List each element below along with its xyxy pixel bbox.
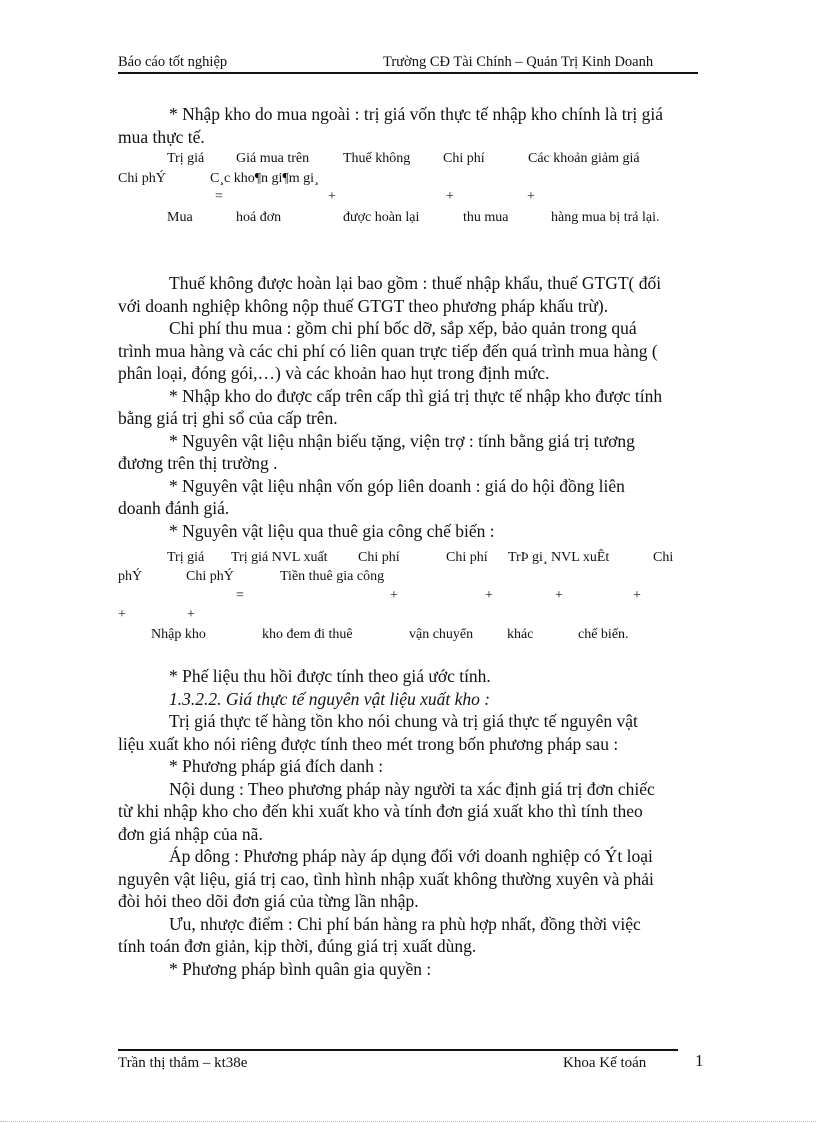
text-line: Chi phí thu mua : gồm chi phí bốc dỡ, sắp xếp, bảo quản trong quá	[169, 318, 637, 338]
text-line: đơn giá nhập của nã.	[118, 823, 263, 844]
formula-term: kho đem đi thuê	[262, 627, 353, 642]
formula-term: Mua	[167, 210, 193, 225]
text-line: * Nguyên vật liệu nhận biếu tặng, viện trợ : tính bằng giá trị tương	[169, 430, 635, 451]
page-edge	[0, 1121, 816, 1122]
formula-term: Chi phí	[443, 151, 485, 166]
text-line: Trị giá thực tế hàng tồn kho nói chung và trị giá thực tế nguyên vật	[169, 711, 638, 731]
formula-operator: =	[236, 588, 244, 603]
text-line: * Phương pháp bình quân gia quyền :	[169, 958, 432, 979]
formula-operator: +	[390, 588, 398, 603]
formula-operator: =	[215, 189, 223, 204]
formula-term: chế biến.	[578, 627, 629, 642]
formula-operator: +	[555, 588, 563, 603]
formula-term: Trị giá NVL xuất	[231, 550, 328, 565]
footer-department: Khoa Kế toán	[563, 1055, 647, 1071]
formula-term: thu mua	[463, 210, 509, 225]
body-paragraphs-2	[118, 665, 696, 980]
header-right: Trường CĐ Tài Chính – Quản Trị Kinh Doanh	[383, 54, 654, 70]
formula-operator: +	[118, 607, 126, 622]
text-line: đòi hỏi theo dõi đơn giá của từng lần nhập.	[118, 891, 419, 911]
text-line: từ khi nhập kho cho đến khi xuất kho và tính đơn giá xuất kho thì tính theo	[118, 801, 643, 821]
text-line: liệu xuất kho nói riêng được tính theo mét trong bốn phương pháp sau :	[118, 733, 619, 754]
formula-term: Chi	[653, 550, 674, 565]
body-paragraphs-1	[118, 272, 696, 542]
formula-term: Tiền thuê gia công	[280, 569, 385, 584]
section-heading: 1.3.2.2. Giá thực tế nguyên vật liệu xuất kho :	[169, 688, 491, 709]
page-number: 1	[695, 1051, 704, 1070]
formula-term: hàng mua bị trả lại.	[551, 210, 660, 225]
text-line: Áp dông : Phương pháp này áp dụng đối với doanh nghiệp có Ýt loại	[169, 846, 653, 866]
formula-operator: +	[527, 189, 535, 204]
formula-term: Nhập kho	[151, 627, 206, 642]
formula-term: Các khoản giảm giá	[528, 151, 640, 166]
formula-operator: +	[446, 189, 454, 204]
text-line: doanh đánh giá.	[118, 498, 230, 518]
formula-operator: +	[187, 607, 195, 622]
formula-term: hoá đơn	[236, 210, 282, 225]
text-line: bằng giá trị ghi sổ của cấp trên.	[118, 408, 338, 428]
formula-term: Trị giá	[167, 151, 205, 166]
formula-term: Thuế không	[343, 151, 411, 166]
text-line: * Nguyên vật liệu nhận vốn góp liên doanh : giá do hội đồng liên	[169, 475, 625, 496]
formula-term: Chi phÝ	[186, 569, 234, 584]
header-left: Báo cáo tốt nghiệp	[118, 54, 228, 70]
formula-term: khác	[507, 627, 534, 642]
formula-term: vận chuyển	[409, 627, 474, 642]
text-line: tính toán đơn giản, kịp thời, đúng giá trị xuất dùng.	[118, 936, 477, 956]
header-rule	[118, 72, 698, 74]
formula-term: Giá mua trên	[236, 151, 310, 166]
text-line: * Phương pháp giá đích danh :	[169, 756, 384, 776]
footer-author: Trần thị thắm – kt38e	[118, 1055, 248, 1071]
formula-term: TrÞ gi¸ NVL xuÊt	[508, 550, 610, 565]
text-line: phân loại, đóng gói,…) và các khoản hao hụt trong định mức.	[118, 363, 550, 383]
formula-term: C¸c kho¶n gi¶m gi¸	[210, 171, 319, 186]
text-line: * Nhập kho do được cấp trên cấp thì giá trị thực tế nhập kho được tính	[169, 385, 663, 406]
formula-term: Trị giá	[167, 550, 205, 565]
text-line: Thuế không được hoàn lại bao gồm : thuế nhập khẩu, thuế GTGT( đối	[169, 273, 662, 293]
intro-paragraph	[118, 103, 696, 148]
text-line: mua thực tế.	[118, 126, 205, 147]
text-line: Ưu, nhược điểm : Chi phí bán hàng ra phù hợp nhất, đồng thời việc	[169, 913, 641, 934]
formula-operator: +	[328, 189, 336, 204]
text-line: * Nhập kho do mua ngoài : trị giá vốn thực tế nhập kho chính là trị giá	[169, 104, 664, 124]
text-line: * Nguyên vật liệu qua thuê gia công chế biến :	[169, 520, 495, 541]
formula-term: phÝ	[118, 569, 143, 584]
formula-operator: +	[485, 588, 493, 603]
text-line: trình mua hàng và các chi phí có liên quan trực tiếp đến quá trình mua hàng (	[118, 340, 658, 361]
formula-term: Chi phÝ	[118, 171, 166, 186]
text-line: * Phế liệu thu hồi được tính theo giá ước tính.	[169, 666, 491, 686]
text-line: nguyên vật liệu, giá trị cao, tình hình nhập xuất không thường xuyên và phải	[118, 868, 654, 889]
formula-term: được hoàn lại	[343, 210, 420, 225]
text-line: đương trên thị trường .	[118, 453, 278, 473]
formula-operator: +	[633, 588, 641, 603]
formula-term: Chi phí	[446, 550, 488, 565]
footer-rule	[118, 1049, 678, 1051]
text-line: Nội dung : Theo phương pháp này người ta xác định giá trị đơn chiếc	[169, 778, 655, 799]
text-line: với doanh nghiệp không nộp thuế GTGT theo phương pháp khấu trừ).	[118, 295, 609, 316]
formula-term: Chi phí	[358, 550, 400, 565]
